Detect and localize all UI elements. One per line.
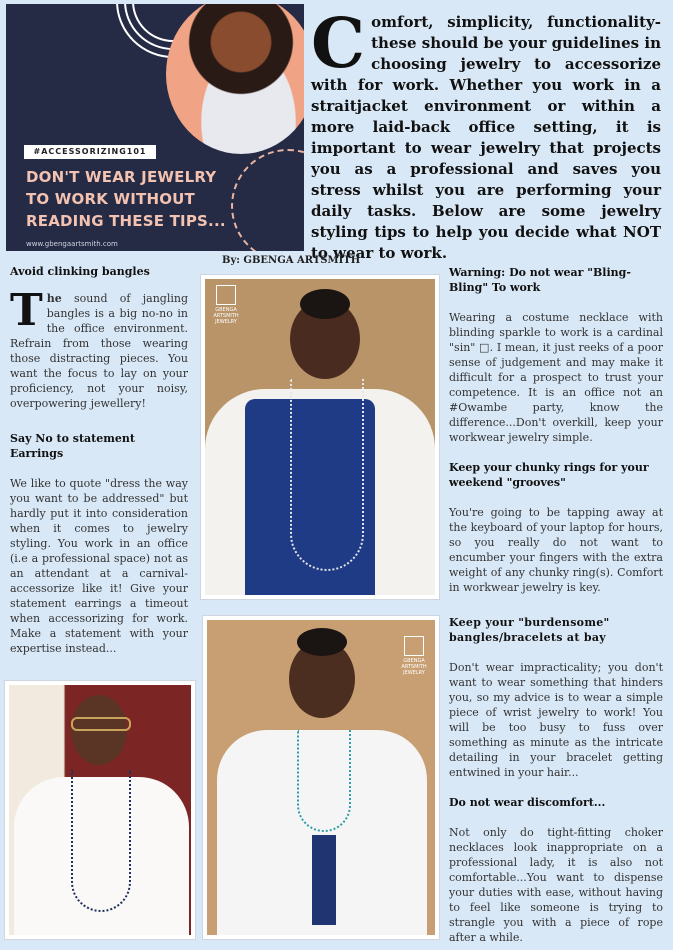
article-banner <box>6 4 304 251</box>
section-text <box>10 285 188 411</box>
brand-logo: GBENGA ARTSMITH JEWELRY <box>211 285 241 325</box>
glasses <box>71 717 131 731</box>
necklace <box>297 730 351 832</box>
section-bold-start: he <box>46 292 62 305</box>
banner-headline: DON'T WEAR JEWELRY TO WORK WITHOUT READING THESE TIPS... <box>26 168 226 230</box>
section-heading: Do not wear discomfort... <box>449 796 606 809</box>
section-dropcap: T <box>10 285 43 336</box>
section-text: You're going to be tapping away at the keyboard of your laptop for hours, so you really do not want to encumber your fingers with the extra weight of any chunky ring(s). Comfort in workwear jewelry is key. <box>449 506 663 594</box>
necklace <box>71 770 131 912</box>
necklace <box>290 379 364 571</box>
section-heading: Avoid clinking bangles <box>10 265 150 278</box>
section-text: Wearing a costume necklace with blinding sparkle to work is a cardinal "sin" □. I mean, it just reeks of a poor sense of judgement and may make it difficult for a prospect to trust your competence. It is an office not an #Owambe party, know the difference...Don't overkill, keep your workwear jewelry simple. <box>449 311 663 444</box>
model-photo-1 <box>200 274 440 600</box>
section-text: Don't wear impracticality; you don't want to wear something that hinders you, so my advice is to wear a simple piece of wrist jewelry to work! You will be too busy to fuss over something as minute as the intricate detailing in your bracelet getting entwined in your hair... <box>449 661 663 779</box>
model-photo-3 <box>4 680 196 940</box>
section-text: We like to quote "dress the way you want to be addressed" but hardly put it into consideration when it comes to jewelry styling. You work in an office (i.e a professional space) not as an attendant at a carnival-accessorize like it! Give your statement earrings a timeout when accessorizing for work. Make a statement with your expertise instead... <box>10 477 188 655</box>
banner-portrait <box>166 4 304 154</box>
model-photo-2 <box>202 615 440 940</box>
section-text: Not only do tight-fitting choker necklaces look inappropriate on a professional lady, it is also not comfortable...You want to dispense your duties with ease, without having to feel like someone is trying to strangle you with a piece of rope after a while. <box>449 826 663 944</box>
tassel-pendant <box>312 835 336 925</box>
banner-website: www.gbengaartsmith.com <box>26 240 118 248</box>
intro-dropcap: C <box>311 4 366 84</box>
section-heading: Keep your chunky rings for your weekend "grooves" <box>449 461 649 489</box>
byline: By: GBENGA ARTSMITH <box>222 255 361 266</box>
model-hair <box>300 289 350 319</box>
section-heading: Say No to statement Earrings <box>10 432 135 460</box>
right-column <box>449 265 663 945</box>
decorative-dotted-ring <box>231 149 304 251</box>
section-heading: Keep your "burdensome" bangles/bracelets at bay <box>449 616 610 644</box>
model-hair <box>297 628 347 656</box>
intro-text: omfort, simplicity, functionality- these should be your guidelines in choosing jewelry to accessorize with for work. Whether you work in a straitjacket environment or within a more laid-back office setting, it is important to wear jewelry that projects you as a professional and saves you stress whilst you are performing your daily tasks. Below are some jewelry styling tips to help you decide what NOT to wear to work. <box>311 13 661 262</box>
intro-paragraph <box>311 4 661 264</box>
hashtag-label: #ACCESSORIZING101 <box>24 145 156 159</box>
section-body: sound of jangling bangles is a big no-no in the office environment. Refrain from those wearing those distracting pieces. You want the focus to lay on your proficiency, not your noisy, overpowering jewellery! <box>10 292 188 410</box>
section-heading: Warning: Do not wear "Bling-Bling" To work <box>449 266 631 294</box>
brand-logo: GBENGA ARTSMITH JEWELRY <box>399 636 429 676</box>
left-column <box>10 264 188 656</box>
